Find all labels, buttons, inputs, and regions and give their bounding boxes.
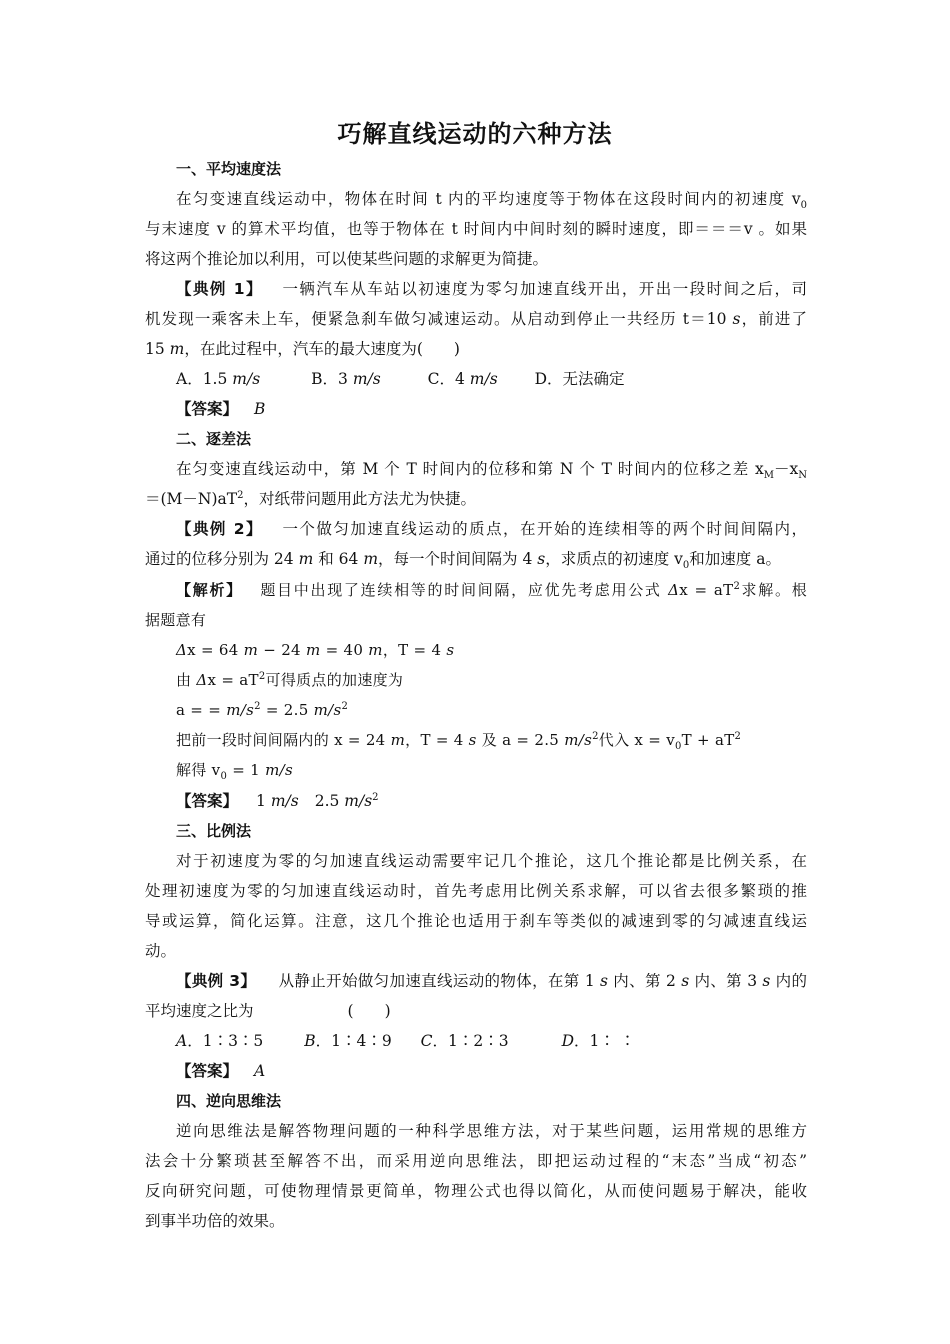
option-b: B．3 m/s — [311, 370, 381, 388]
example-label: 【典例 2】 — [176, 520, 263, 538]
section-heading-3: 三、比例法 — [176, 822, 252, 840]
option-b: B．1∶4∶9 — [304, 1032, 392, 1050]
solution-line: 【解析】 题目中出现了连续相等的时间间隔，应优先考虑用公式 $\Delta x = aT^2$求解。根 — [176, 581, 807, 599]
paragraph-line: 在匀变速直线运动中，第 M 个 T 时间内的位移和第 N 个 T 时间内的位移之差 $x_M-x_N$ — [176, 460, 807, 482]
paragraph-line: $=(M-N)aT^2$，对纸带问题用此方法尤为快捷。 — [145, 489, 476, 508]
option-c: C．4 m/s — [427, 370, 498, 388]
paragraph-line: 动。 — [145, 942, 177, 960]
option-a: A．1∶3∶5 — [176, 1032, 264, 1050]
page-title: 巧解直线运动的六种方法 — [337, 120, 613, 148]
equation-line: Δx = 64 m − 24 m = 40 m，T = 4 s — [176, 641, 455, 659]
option-a: A．1.5 m/s — [176, 370, 261, 388]
paragraph-line: 处理初速度为零的匀加速直线运动时，首先考虑用比例关系求解，可以省去很多繁琐的推 — [145, 882, 807, 900]
equation-line: a = = $m/s^2 = 2.5$ $m/s^2$ — [176, 701, 349, 719]
example-label: 【典例 3】 — [176, 972, 257, 990]
example-3-line: 平均速度之比为 ( ) — [145, 1002, 391, 1020]
example-1-line: 机发现一乘客未上车，便紧急刹车做匀减速运动。从启动到停止一共经历 t＝10 s，前进了 — [145, 310, 807, 328]
paragraph-line: 法会十分繁琐甚至解答不出，而采用逆向思维法，即把运动过程的“末态”当成“初态” — [145, 1152, 807, 1170]
option-d: D．无法确定 — [534, 370, 625, 388]
example-2-line: 【典例 2】 一个做匀加速直线运动的质点，在开始的连续相等的两个时间间隔内， — [176, 520, 807, 538]
equation-line: 由 $\Delta x = aT^2$可得质点的加速度为 — [176, 671, 404, 689]
option-c: C．1∶2∶3 — [420, 1032, 509, 1050]
section-heading-2: 二、逐差法 — [176, 430, 252, 448]
answer-2: 【答案】 1 m/s 2.5 $m/s^2$ — [176, 791, 379, 810]
options-row — [176, 1026, 807, 1056]
paragraph-line: 与末速度 v 的算术平均值，也等于物体在 t 时间内中间时刻的瞬时速度，即＝＝＝v 。如果 — [145, 220, 807, 238]
example-1-line: 【典例 1】 一辆汽车从车站以初速度为零匀加速直线开出，开出一段时间之后，司 — [176, 280, 807, 298]
example-2-line: 通过的位移分别为 24 m 和 64 m，每一个时间间隔为 4 s，求质点的初速度 $v_0$和加速度 a。 — [145, 550, 781, 572]
paragraph-line: 到事半功倍的效果。 — [145, 1212, 285, 1230]
paragraph-line: 在匀变速直线运动中，物体在时间 t 内的平均速度等于物体在这段时间内的初速度 $v_0$ — [176, 190, 807, 212]
equation-line: 把前一段时间间隔内的 x = 24 m，T = 4 s 及 a = 2.5 $m/s^2$代入 $x = v_0T + aT^2$ — [176, 731, 742, 752]
paragraph-line: 对于初速度为零的匀加速直线运动需要牢记几个推论，这几个推论都是比例关系，在 — [176, 852, 807, 870]
paragraph-line: 将这两个推论加以利用，可以使某些问题的求解更为简捷。 — [145, 250, 549, 268]
example-3-line: 【典例 3】 从静止开始做匀加速直线运动的物体，在第 1 s 内、第 2 s 内、第 3 s 内的 — [176, 972, 808, 990]
paragraph-line: 反向研究问题，可使物理情景更简单，物理公式也得以简化，从而使问题易于解决，能收 — [145, 1182, 807, 1200]
section-heading-1: 一、平均速度法 — [176, 160, 282, 178]
example-label: 【典例 1】 — [176, 280, 263, 298]
solution-label: 【解析】 — [176, 581, 243, 599]
answer-3: 【答案】 A — [176, 1062, 266, 1080]
equation-line: 解得 $v_0 = 1$ m/s — [176, 761, 293, 782]
option-d: D．1∶ ∶ — [561, 1032, 636, 1050]
paragraph-line: 导或运算，简化运算。注意，这几个推论也适用于刹车等类似的减速到零的匀减速直线运 — [145, 912, 807, 930]
example-1-line: 15 m，在此过程中，汽车的最大速度为( ) — [145, 340, 460, 358]
options-row — [176, 364, 807, 394]
section-heading-4: 四、逆向思维法 — [176, 1092, 282, 1110]
answer-1: 【答案】 B — [176, 400, 266, 418]
solution-line: 据题意有 — [145, 611, 207, 629]
paragraph-line: 逆向思维法是解答物理问题的一种科学思维方法，对于某些问题，运用常规的思维方 — [176, 1122, 807, 1140]
